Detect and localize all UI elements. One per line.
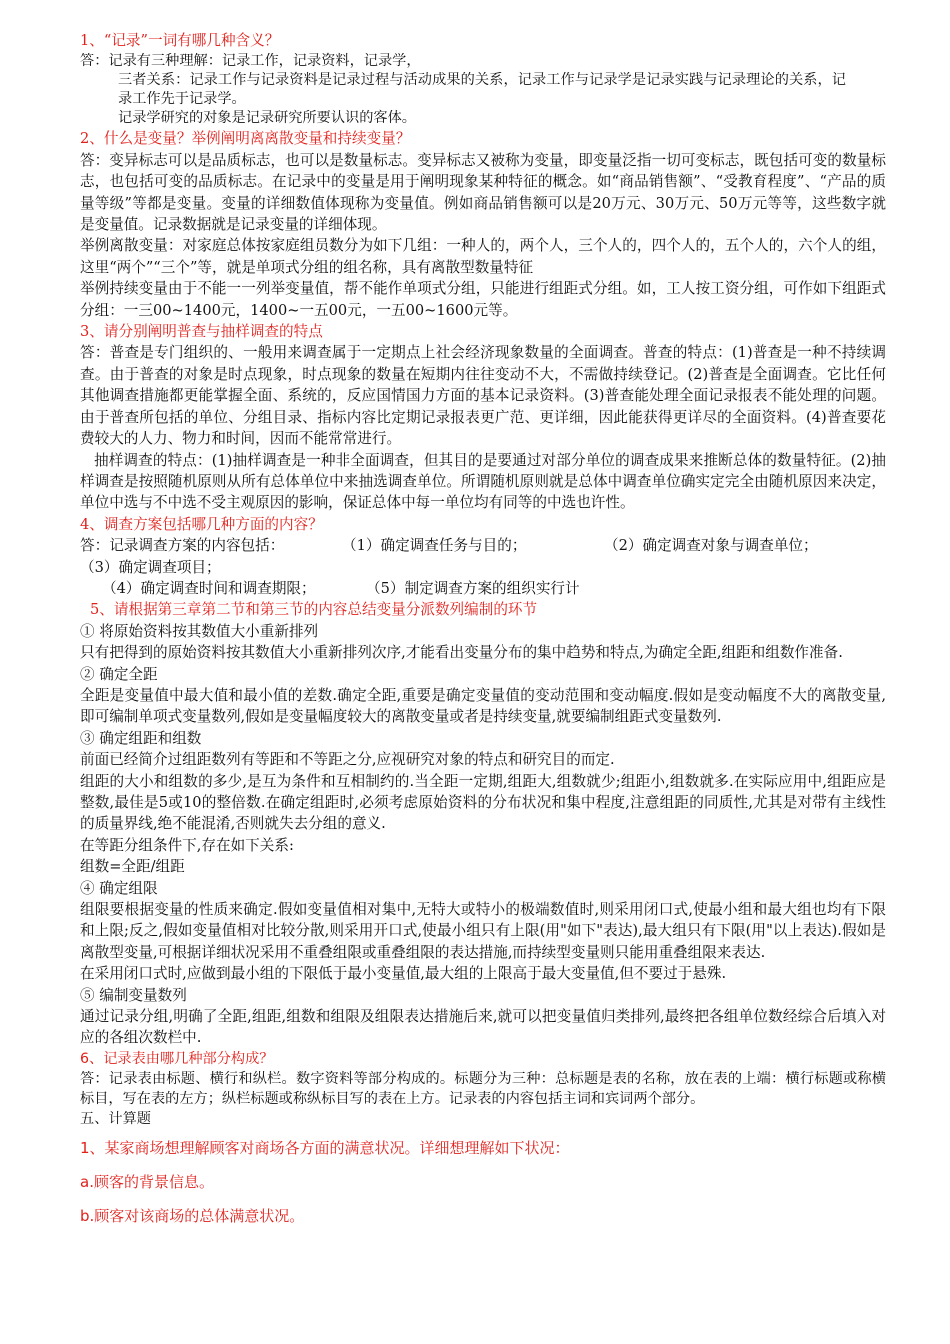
step-1-body: 只有把得到的原始资料按其数值大小重新排列次序,才能看出变量分布的集中趋势和特点,为确定全距,组距和组数作准备. — [80, 644, 843, 662]
question-4-lead: 答：记录调查方案的内容包括： — [80, 537, 285, 555]
question-4-item-3: （3）确定调查项目； — [80, 558, 221, 576]
question-3-sampling: 抽样调查的特点：(1)抽样调查是一种非全面调查，但其目的是要通过对部分单位的调查成果来推断总体的数量特征。(2)抽样调查是按照随机原则从所有总体单位中来抽选调查单位。所谓随机原则就是总体中调查单位确实定完全由随机原因来决定，单位中选与不中选不受主观原因的影响，保证总体中每一单位均有同等的中选也许性。 — [80, 451, 886, 512]
step-4-body-1: 组限要根据变量的性质来确定.假如变量值相对集中,无特大或特小的极端数值时,则采用闭口式,使最小组和最大组也均有下限和上限;反之,假如变量值相对比较分散,则采用开口式,使最小组只有上限(用"如下"表达),最大组只有下限(用"以上表达).假如是离散型变量,可根据详细状况采用不重叠组限或重叠组限的表达措施,而持续型变量则只能用重叠组限来表达. — [80, 901, 886, 961]
step-3-heading: ③ 确定组距和组数 — [80, 729, 202, 747]
question-4-item-1: （1）确定调查任务与目的； — [342, 537, 527, 555]
question-4-item-5: （5）制定调查方案的组织实行计 — [366, 579, 580, 597]
step-3-body-3: 在等距分组条件下,存在如下关系: — [80, 836, 294, 854]
step-5-body: 通过记录分组,明确了全距,组距,组数和组限及组限表达措施后来,就可以把变量值归类排列,最终把各组单位数经综合后填入对应的各组次数栏中. — [80, 1008, 886, 1047]
question-4-item-4: （4）确定调查时间和调查期限； — [102, 579, 316, 597]
question-1-answer: 答：记录有三种理解：记录工作，记录资料，记录学， — [80, 53, 421, 70]
question-2-discrete-example: 举例离散变量：对家庭总体按家庭组员数分为如下几组：一种人的，两个人，三个人的，四个人的，五个人的，六个人的组，这里“两个”“三个”等，就是单项式分组的组名称，具有离散型数量特征 — [80, 237, 886, 276]
step-4-heading: ④ 确定组限 — [80, 879, 158, 897]
section-5-title: 五、计算题 — [80, 1110, 151, 1127]
question-4-line-1 — [80, 535, 886, 556]
question-2-answer: 答：变异标志可以是品质标志，也可以是数量标志。变异标志又被称为变量，即变量泛指一切可变标志，既包括可变的数量标志，也包括可变的品质标志。在记录中的变量是用于阐明现象某种特征的概念。如“商品销售额”、“受教育程度”、“产品的质量等级”等都是变量。变量的详细数值体现称为变量值。例如商品销售额可以是20万元、30万元、50万元等等，这些数字就是变量值。记录数据就是记录变量的详细体现。 — [80, 151, 886, 234]
question-2-title: 2、什么是变量？举例阐明离离散变量和持续变量？ — [80, 130, 411, 148]
question-1-title: 1、“记录”一词有哪几种含义？ — [80, 32, 280, 49]
question-4-item-2: （2）确定调查对象与调查单位； — [604, 537, 818, 555]
step-4-body-2: 在采用闭口式时,应做到最小组的下限低于最小变量值,最大组的上限高于最大变量值,但不要过于悬殊. — [80, 965, 727, 983]
step-1-heading: ① 将原始资料按其数值大小重新排列 — [80, 622, 319, 640]
question-4-title: 4、调查方案包括哪几种方面的内容？ — [80, 515, 323, 533]
question-4-line-3 — [80, 578, 886, 599]
calc-question-1: 1、某家商场想理解顾客对商场各方面的满意状况。详细想理解如下状况： — [80, 1138, 570, 1157]
question-3-census: 答：普查是专门组织的、一般用来调查属于一定期点上社会经济现象数量的全面调查。普查的特点：(1)普查是一种不持续调查。由于普查的对象是时点现象，时点现象的数量在短期内往往变动不大，不需做持续登记。(2)普查是全面调查。它比任何其他调查措施都更能掌握全面、系统的，反应国情国力方面的基本记录资料。(3)普查能处理全面记录报表不能处理的问题。由于普查所包括的单位、分组目录、指标内容比定期记录报表更广范、更详细，因此能获得更详尽的全面资料。(4)普查要花费较大的人力、物力和时间，因而不能常常进行。 — [80, 344, 886, 448]
step-2-heading: ② 确定全距 — [80, 665, 158, 683]
step-3-body-2: 组距的大小和组数的多少,是互为条件和互相制约的.当全距一定期,组距大,组数就少;组距小,组数就多.在实际应用中,组距应是整数,最佳是5或10的整倍数.在确定组距时,必须考虑原始资料的分布状况和集中程度,注意组距的同质性,尤其是对带有主线性的质量界线,绝不能混淆,否则就失去分组的意义. — [80, 772, 886, 833]
question-2-continuous-example: 举例持续变量由于不能一一列举变量值，帮不能作单项式分组，只能进行组距式分组。如，工人按工资分组，可作如下组距式分组：一三00~1400元，1400~一五00元，一五00~1600元等。 — [80, 280, 886, 319]
step-3-body-1: 前面已经简介过组距数列有等距和不等距之分,应视研究对象的特点和研究目的而定. — [80, 751, 615, 769]
question-5-title: 5、请根据第三章第二节和第三节的内容总结变量分派数列编制的环节 — [90, 601, 538, 619]
question-6-answer: 答：记录表由标题、横行和纵栏。数字资料等部分构成的。标题分为三种：总标题是表的名称，放在表的上端：横行标题或称横标目，写在表的左方；纵栏标题或称纵标目写的表在上方。记录表的内容包括主词和宾词两个部分。 — [80, 1070, 886, 1107]
question-1-object: 记录学研究的对象是记录研究所要认识的客体。 — [118, 110, 416, 127]
question-3-title: 3、请分别阐明普查与抽样调查的特点 — [80, 323, 323, 341]
question-1-relation: 三者关系：记录工作与记录资料是记录过程与活动成果的关系，记录工作与记录学是记录实践与记录理论的关系，记录工作先于记录学。 — [118, 72, 846, 108]
question-6-title: 6、记录表由哪几种部分构成？ — [80, 1050, 274, 1067]
step-2-body: 全距是变量值中最大值和最小值的差数.确定全距,重要是确定变量值的变动范围和变动幅度.假如是变动幅度不大的离散变量,即可编制单项式变量数列,假如是变量幅度较大的离散变量或者是持续变量,就要编制组距式变量数列. — [80, 686, 886, 726]
step-3-formula: 组数=全距/组距 — [80, 858, 185, 876]
step-5-heading: ⑤ 编制变量数列 — [80, 986, 187, 1004]
calc-question-1-b: b.顾客对该商场的总体满意状况。 — [80, 1206, 305, 1225]
calc-question-1-a: a.顾客的背景信息。 — [80, 1172, 214, 1191]
